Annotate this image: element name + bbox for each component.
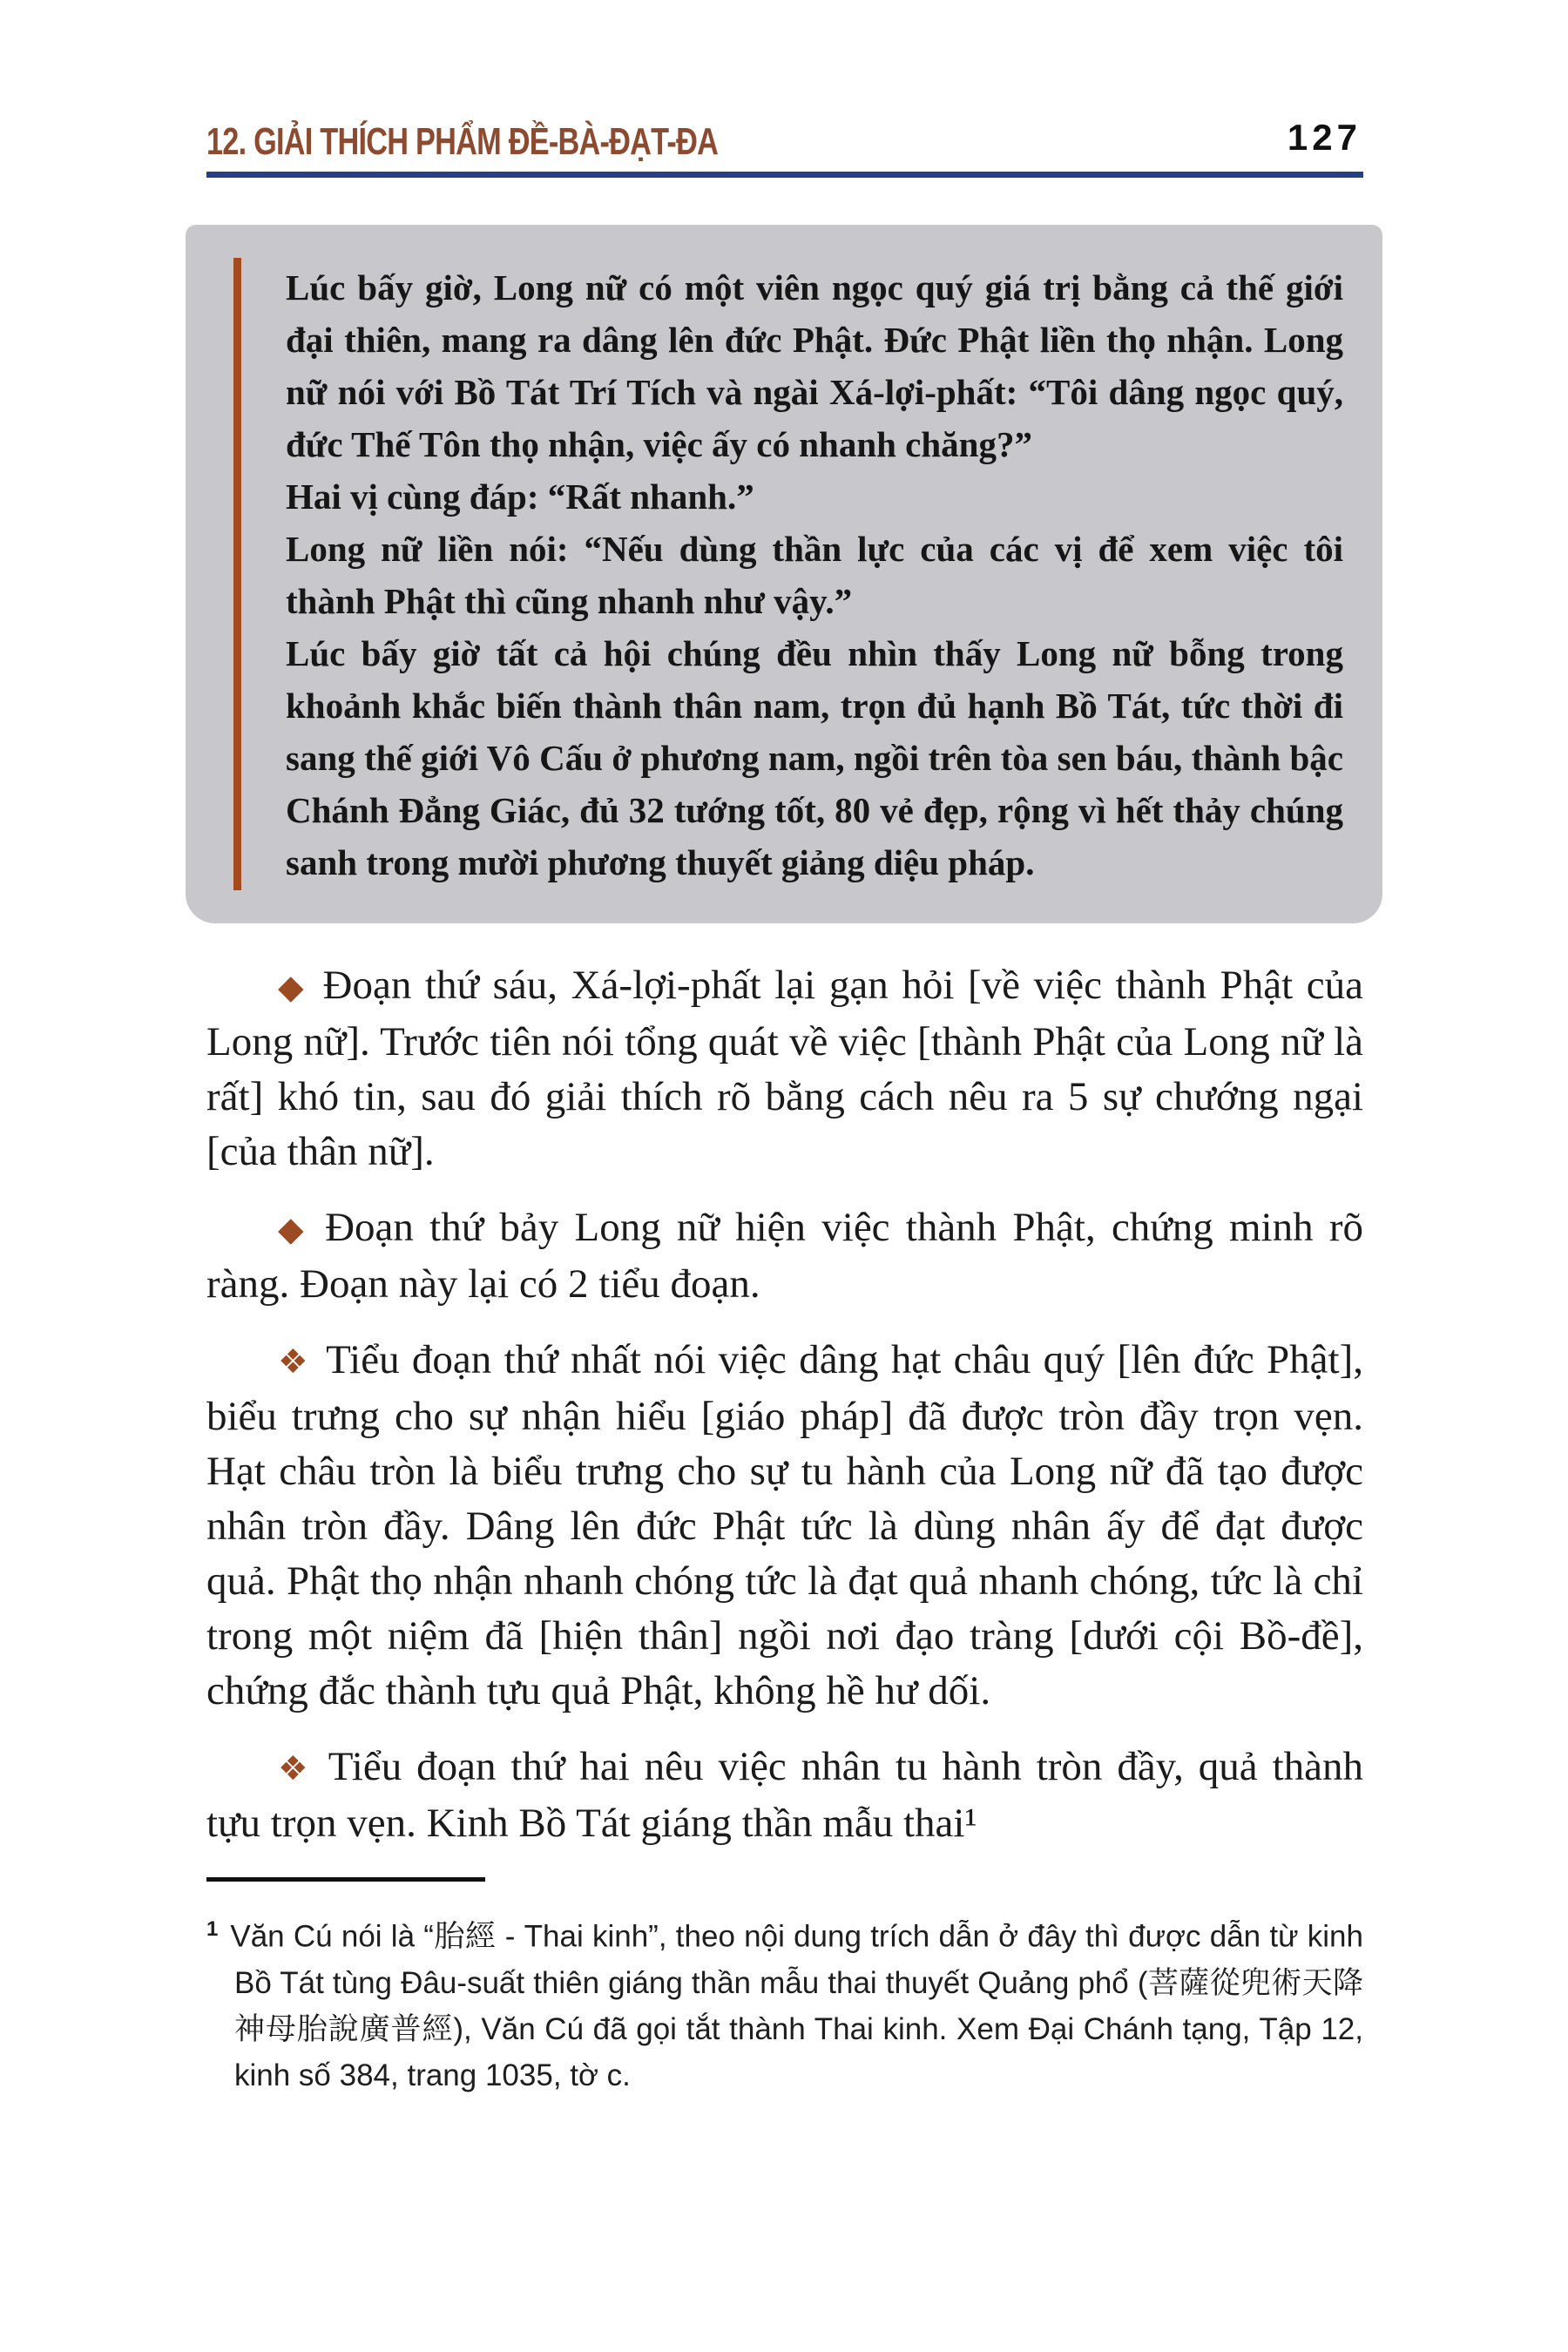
- body-paragraph-text: Đoạn thứ sáu, Xá-lợi-phất lại gạn hỏi [về việc thành Phật của Long nữ]. Trước tiên nói tổng quát về việc [thành Phật của Long nữ là rất] khó tin, sau đó giải thích rõ bằng cách nêu ra 5 sự chướng ngại [của thân nữ].: [206, 963, 1363, 1174]
- body-paragraph-text: Tiểu đoạn thứ hai nêu việc nhân tu hành tròn đầy, quả thành tựu trọn vẹn. Kinh Bồ Tát giáng thần mẫu thai¹: [206, 1744, 1363, 1846]
- footnote-separator: [206, 1877, 485, 1882]
- page-number: 127: [1287, 117, 1362, 158]
- scripture-quote-box: [186, 225, 1382, 923]
- body-paragraph: [206, 1200, 1363, 1312]
- footnote: [206, 1906, 1363, 2099]
- footnote-text: Văn Cú nói là “胎經 - Thai kinh”, theo nội dung trích dẫn ở đây thì được dẫn từ kinh Bồ Tát tùng Đâu-suất thiên giáng thần mẫu thai thuyết Quảng phổ (菩薩從兜術天降神母胎說廣普經), Văn Cú đã gọi tắt thành Thai kinh. Xem Đại Chánh tạng, Tập 12, kinh số 384, trang 1035, tờ c.: [230, 1919, 1363, 2092]
- footnote-marker: 1: [206, 1917, 219, 1941]
- quote-paragraph: Hai vị cùng đáp: “Rất nhanh.”: [286, 476, 754, 517]
- page-content: [186, 225, 1382, 2099]
- four-diamond-bullet-icon: ❖: [278, 1342, 311, 1382]
- body-paragraph-text: Đoạn thứ bảy Long nữ hiện việc thành Phật, chứng minh rõ ràng. Đoạn này lại có 2 tiểu đoạn.: [206, 1205, 1363, 1307]
- four-diamond-bullet-icon: ❖: [278, 1749, 313, 1788]
- commentary-text: [206, 958, 1363, 1851]
- body-paragraph: [206, 1333, 1363, 1719]
- quote-accent-bar: [233, 258, 241, 890]
- body-paragraph: [206, 958, 1363, 1179]
- body-paragraph: [206, 1740, 1363, 1851]
- quote-paragraph: Long nữ liền nói: “Nếu dùng thần lực của các vị để xem việc tôi thành Phật thì cũng nhanh như vậy.”: [286, 529, 1343, 621]
- running-header-title: 12. GIẢI THÍCH PHẨM ĐỀ-BÀ-ĐẠT-ĐA: [206, 120, 719, 163]
- diamond-bullet-icon: ◆: [278, 1210, 310, 1249]
- body-paragraph-text: Tiểu đoạn thứ nhất nói việc dâng hạt châu quý [lên đức Phật], biểu trưng cho sự nhận hiểu [giáo pháp] đã được tròn đầy trọn vẹn. Hạt châu tròn là biểu trưng cho sự tu hành của Long nữ đã tạo được nhân tròn đầy. Dâng lên đức Phật tức là dùng nhân ấy để đạt được quả. Phật thọ nhận nhanh chóng tức là đạt quả nhanh chóng, tức là chỉ trong một niệm đã [hiện thân] ngồi nơi đạo tràng [dưới cội Bồ-đề], chứng đắc thành tựu quả Phật, không hề hư dối.: [206, 1337, 1363, 1713]
- header-rule: [206, 172, 1363, 178]
- quote-paragraph: Lúc bấy giờ, Long nữ có một viên ngọc quý giá trị bằng cả thế giới đại thiên, mang ra dâng lên đức Phật. Đức Phật liền thọ nhận. Long nữ nói với Bồ Tát Trí Tích và ngài Xá-lợi-phất: “Tôi dâng ngọc quý, đức Thế Tôn thọ nhận, việc ấy có nhanh chăng?”: [286, 267, 1343, 464]
- footnote-block: [206, 1877, 1363, 2099]
- quote-paragraph: Lúc bấy giờ tất cả hội chúng đều nhìn thấy Long nữ bỗng trong khoảnh khắc biến thành thân nam, trọn đủ hạnh Bồ Tát, tức thời đi sang thế giới Vô Cấu ở phương nam, ngồi trên tòa sen báu, thành bậc Chánh Đẳng Giác, đủ 32 tướng tốt, 80 vẻ đẹp, rộng vì hết thảy chúng sanh trong mười phương thuyết giảng diệu pháp.: [286, 633, 1343, 882]
- diamond-bullet-icon: ◆: [278, 968, 308, 1007]
